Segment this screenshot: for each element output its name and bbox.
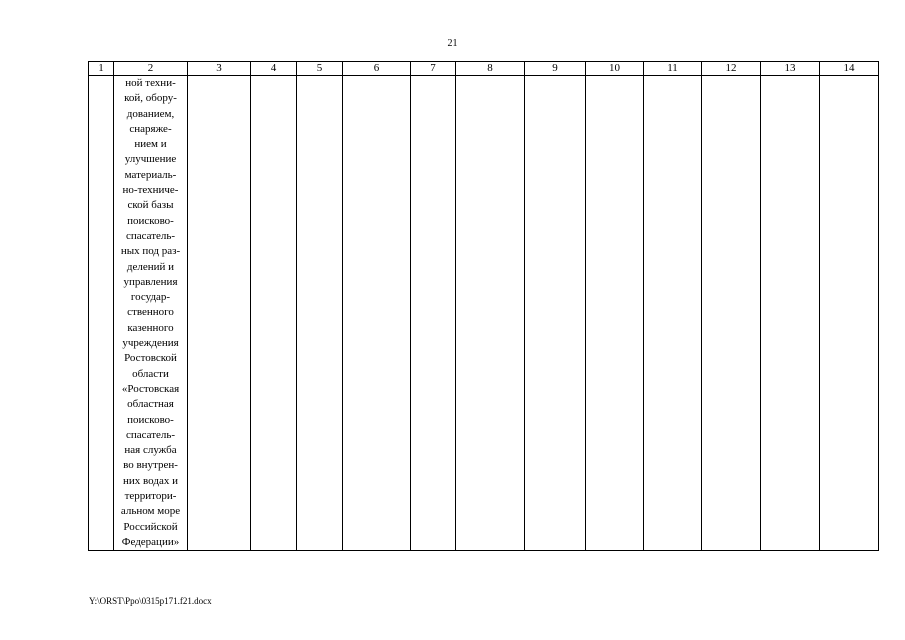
cell-text-line: Российской <box>123 520 178 533</box>
cell-text-line: ная служба <box>124 444 177 457</box>
column-header: 7 <box>411 62 456 76</box>
column-header: 3 <box>188 62 251 76</box>
table-row <box>89 76 879 551</box>
page-number: 21 <box>447 38 458 49</box>
table-cell <box>297 76 343 551</box>
cell-text-line: спасатель- <box>125 428 176 441</box>
column-header: 4 <box>251 62 297 76</box>
table-cell <box>702 76 761 551</box>
column-header: 9 <box>525 62 586 76</box>
cell-text-line: дованием, <box>126 107 175 120</box>
cell-text-line: областная <box>127 398 174 411</box>
cell-text-line: спасатель- <box>125 229 176 242</box>
column-header: 14 <box>820 62 879 76</box>
cell-text-line: управления <box>123 275 178 288</box>
table-cell <box>761 76 820 551</box>
cell-text-line: во внутрен- <box>123 459 178 472</box>
cell-text-line: кой, обору- <box>124 92 177 105</box>
cell-text-line: улучшение <box>124 153 177 166</box>
table-cell <box>188 76 251 551</box>
table-cell <box>456 76 525 551</box>
column-header: 11 <box>644 62 702 76</box>
table-cell <box>251 76 297 551</box>
cell-text-line: альном море <box>120 505 181 518</box>
description-cell <box>114 76 188 551</box>
cell-text-line: территори- <box>124 490 177 503</box>
cell-text-line: ственного <box>127 306 174 319</box>
data-table <box>88 61 879 551</box>
table-cell <box>644 76 702 551</box>
table-cell <box>89 76 114 551</box>
column-header: 13 <box>761 62 820 76</box>
cell-text-line: них водах и <box>123 474 178 487</box>
column-header: 1 <box>89 62 114 76</box>
cell-text-line: ной техни- <box>125 77 176 89</box>
cell-text-line: Федерации» <box>121 535 180 548</box>
cell-text-line: поисково- <box>127 413 174 426</box>
cell-text-line: Ростовской <box>124 352 177 365</box>
cell-text-line: поисково- <box>127 214 174 227</box>
cell-text-line: государ- <box>130 291 171 304</box>
cell-text-line: материаль- <box>124 168 177 181</box>
column-header: 6 <box>343 62 411 76</box>
header-row <box>89 62 879 76</box>
cell-text-line: области <box>132 367 169 380</box>
table-cell <box>820 76 879 551</box>
cell-text-line: ской базы <box>127 199 174 212</box>
cell-text-line: ных под раз- <box>120 245 181 258</box>
table-cell <box>343 76 411 551</box>
table-cell <box>586 76 644 551</box>
cell-text-line: нием и <box>134 138 167 151</box>
column-header: 12 <box>702 62 761 76</box>
cell-text-line: но-техниче- <box>122 184 179 197</box>
column-header: 8 <box>456 62 525 76</box>
column-header: 5 <box>297 62 343 76</box>
footer-file-path: Y:\ORST\Ppo\0315p171.f21.docx <box>89 596 212 606</box>
cell-text-line: казенного <box>127 321 174 334</box>
column-header: 10 <box>586 62 644 76</box>
cell-text-line: делений и <box>126 260 175 273</box>
table-cell <box>525 76 586 551</box>
column-header: 2 <box>114 62 188 76</box>
table-cell <box>411 76 456 551</box>
cell-text-line: снаряже- <box>129 122 172 135</box>
cell-text-line: учреждения <box>122 337 179 350</box>
cell-text-line: «Ростовская <box>121 382 180 395</box>
